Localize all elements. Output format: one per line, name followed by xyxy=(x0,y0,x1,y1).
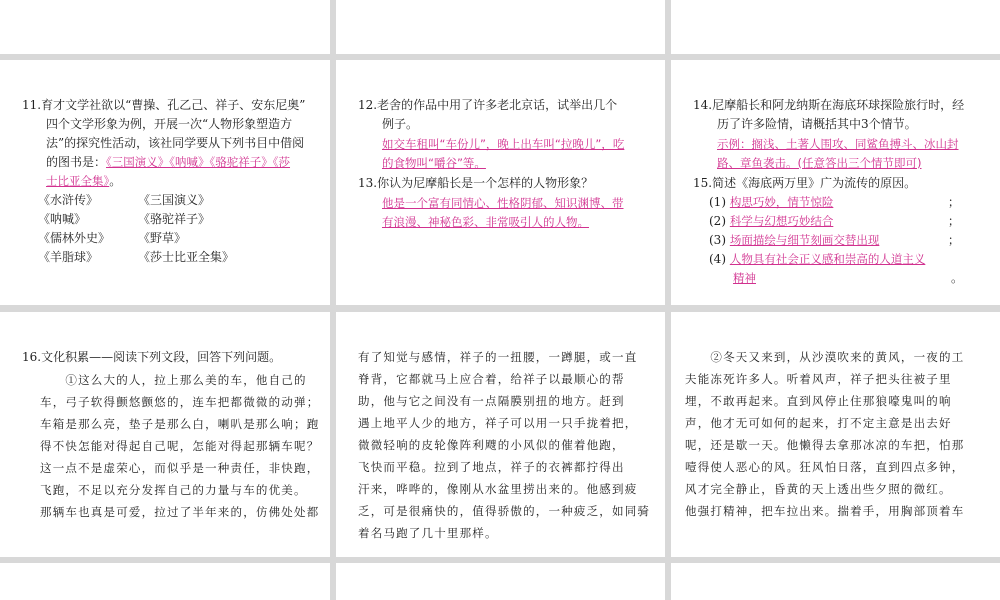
q11-line-3: 法”的探究性活动，该社同学要从下列书目中借阅 xyxy=(46,136,305,150)
panel-question-16-col2 xyxy=(336,312,665,557)
panel-question-11 xyxy=(0,60,330,305)
q12-answer-line-2: 的食物叫“嚼谷”等。 xyxy=(382,156,486,170)
passage-line: ①这么大的人，拉上那么美的车，他自己的 xyxy=(40,373,307,387)
q11-book-right-2: 《骆驼祥子》 xyxy=(138,212,211,226)
q15-item-2-answer: 科学与幻想巧妙结合 xyxy=(729,214,834,228)
q11-book-right-1: 《三国演义》 xyxy=(138,193,211,207)
passage-line: 着名马跑了几十里那样。 xyxy=(358,526,498,540)
q16-passage-1 xyxy=(40,369,319,523)
passage-line: 助，他与它之间没有一点隔膜别扭的地方。赶到 xyxy=(358,394,625,408)
q14-line-1: 14.尼摩船长和阿龙纳斯在海底环球探险旅行时，经 xyxy=(693,98,965,112)
q11-book-left-3: 《儒林外史》 xyxy=(38,231,111,245)
passage-line: 得不快怎能对得起自己呢，怎能对得起那辆车呢？ xyxy=(40,439,320,453)
q13-question: 13.你认为尼摩船长是一个怎样的人物形象？ xyxy=(358,176,594,190)
q11-book-left-2: 《呐喊》 xyxy=(38,212,87,226)
q15-item-3-answer: 场面描绘与细节刻画交替出现 xyxy=(729,233,880,247)
passage-line: 呢，还是歇一天。他懒得去拿那冰凉的车把，怕那 xyxy=(685,438,965,452)
q11-answer-b: 士比亚全集》 xyxy=(46,174,110,188)
passage-line: 车箱是那么亮，垫子是那么白，喇叭是那么响；跑 xyxy=(40,417,320,431)
q14-answer-line-2: 路、章鱼袭击。(任意答出三个情节即可) xyxy=(717,156,922,170)
panel-questions-12-13 xyxy=(336,60,665,305)
q15-item-3-end: ； xyxy=(947,233,960,247)
q11-line-1: 11.育才文学社欲以“曹操、孔乙己、祥子、安东尼奥” xyxy=(22,98,306,112)
passage-line: 汗来，哗哗的，像刚从水盆里捞出来的。他感到疲 xyxy=(358,482,638,496)
passage-line: ②冬天又来到，从沙漠吹来的黄风，一夜的工 xyxy=(685,350,965,364)
panel-bottom-middle xyxy=(336,563,665,600)
passage-line: 那辆车也真是可爱，拉过了半年来的，仿佛处处都 xyxy=(40,505,320,519)
q13-answer-line-2: 有浪漫、神秘色彩、非常吸引人的人物。 xyxy=(382,215,589,229)
q11-answer-suffix: 。 xyxy=(109,174,122,188)
q16-passage-2 xyxy=(685,346,964,522)
q15-item-4-answer: 人物具有社会正义感和崇高的人道主义 xyxy=(729,252,926,266)
passage-line: 飞快而平稳。拉到了地点，祥子的衣裤都拧得出 xyxy=(358,460,625,474)
q11-answer-a: 《三国演义》《呐喊》《骆驼祥子》《莎 xyxy=(106,155,291,169)
q12-line-1: 12.老舍的作品中用了许多老北京话，试举出几个 xyxy=(358,98,618,112)
q11-line-5 xyxy=(46,172,121,191)
q12-line-2: 例子。 xyxy=(382,117,419,131)
passage-line: 声，他才无可如何的起来，打不定主意是出去好 xyxy=(685,416,952,430)
q11-book-left-1: 《水浒传》 xyxy=(38,193,99,207)
panel-top-middle xyxy=(336,0,665,54)
q14-answer-line-1: 示例：搁浅、土著人围攻、同鲨鱼搏斗、冰山封 xyxy=(717,137,959,151)
passage-line: 夫能冻死许多人。听着风声，祥子把头往被子里 xyxy=(685,372,952,386)
panel-question-16-col3 xyxy=(671,312,1000,557)
q15-item-1-num: (1) xyxy=(709,195,726,209)
q15-item-1-answer: 构思巧妙，情节惊险 xyxy=(729,195,834,209)
panel-top-right xyxy=(671,0,1000,54)
passage-line: 遇上地平人少的地方，祥子可以用一只手拢着把， xyxy=(358,416,638,430)
q15-item-4-answer-2: 精神 xyxy=(733,271,756,285)
q13-answer-line-1: 他是一个富有同情心、性格阴郁、知识渊博、带 xyxy=(382,196,624,210)
q15-item-2-num: (2) xyxy=(709,214,726,228)
q15-item-4 xyxy=(709,250,925,269)
q15-item-3-num: (3) xyxy=(709,233,726,247)
q11-book-left-4: 《羊脂球》 xyxy=(38,250,99,264)
passage-line: 有了知觉与感情，祥子的一扭腰，一蹲腿，或一直 xyxy=(358,350,638,364)
q15-item-4-num: (4) xyxy=(709,252,726,266)
passage-line: 脊背，它都就马上应合着，给祥子以最顺心的帮 xyxy=(358,372,625,386)
q15-question: 15.简述《海底两万里》广为流传的原因。 xyxy=(693,176,917,190)
q15-item-4-end: 。 xyxy=(951,271,964,285)
passage-line: 车，弓子软得颤悠颤悠的，连车把都微微的动弹； xyxy=(40,395,320,409)
panel-question-16-col1 xyxy=(0,312,330,557)
q16-heading: 16.文化积累——阅读下列文段，回答下列问题。 xyxy=(22,350,282,364)
q15-item-1-end: ； xyxy=(947,195,960,209)
passage-line: 噎得使人恶心的风。狂风怕日落，直到四点多钟， xyxy=(685,460,965,474)
passage-line: 乏，可是很痛快的，值得骄傲的，一种疲乏，如同骑 xyxy=(358,504,651,518)
passage-line: 微微轻响的皮轮像阵利飕的小风似的催着他跑， xyxy=(358,438,625,452)
panel-questions-14-15 xyxy=(671,60,1000,305)
q11-book-right-4: 《莎士比亚全集》 xyxy=(138,250,235,264)
q15-item-3 xyxy=(709,231,960,250)
panel-bottom-left xyxy=(0,563,330,600)
q15-item-1 xyxy=(709,193,960,212)
panel-bottom-right xyxy=(671,563,1000,600)
q15-item-2 xyxy=(709,212,960,231)
q11-book-right-3: 《野草》 xyxy=(138,231,187,245)
passage-line: 这一点不是虚荣心，而似乎是一种责任，非快跑， xyxy=(40,461,320,475)
passage-line: 风才完全静止，昏黄的天上透出些夕照的微红。 xyxy=(685,482,952,496)
passage-line: 他强打精神，把车拉出来。揣着手，用胸部顶着车 xyxy=(685,504,965,518)
q12-answer-line-1: 如交车租叫“车份儿”，晚上出车叫“拉晚儿”，吃 xyxy=(382,137,625,151)
q11-line-4-prefix: 的图书是： xyxy=(46,155,107,169)
q14-line-2: 历了许多险情，请概括其中3个情节。 xyxy=(717,117,917,131)
q16-passage-1-cont xyxy=(358,346,650,544)
q11-line-2: 四个文学形象为例，开展一次“人物形象塑造方 xyxy=(46,117,293,131)
passage-line: 飞跑，不足以充分发挥自己的力量与车的优美。 xyxy=(40,483,307,497)
passage-line: 埋，不敢再起来。直到风停止住那狼嚎鬼叫的响 xyxy=(685,394,952,408)
panel-top-left xyxy=(0,0,330,54)
q15-item-2-end: ； xyxy=(947,214,960,228)
q11-line-4 xyxy=(46,153,290,172)
q15-item-4-cont xyxy=(733,269,963,288)
